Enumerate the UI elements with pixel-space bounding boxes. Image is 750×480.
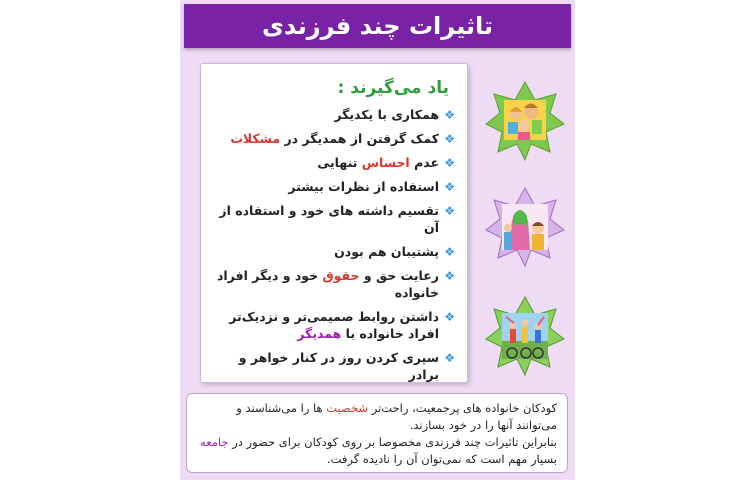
highlight-word: مشکلات: [230, 131, 281, 146]
list-item: ❖ رعایت حق و حقوق خود و دیگر افراد خانواده: [216, 268, 455, 300]
diamond-bullet-icon: ❖: [444, 108, 455, 122]
list-item: ❖ کمک گرفتن از همدیگر در مشکلات: [230, 131, 455, 146]
list-item: ❖ همکاری با یکدیگر: [334, 107, 455, 122]
diamond-bullet-icon: ❖: [444, 310, 455, 324]
page-title: [184, 4, 571, 48]
page-title-text: تاثیرات چند فرزندی: [261, 12, 494, 40]
learn-card: [200, 63, 468, 383]
diamond-bullet-icon: ❖: [444, 245, 455, 259]
list-item: ❖ سپری کردن روز در کنار خواهر و برادر: [238, 350, 455, 382]
diamond-bullet-icon: ❖: [444, 156, 455, 170]
diamond-bullet-icon: ❖: [444, 351, 455, 365]
diamond-bullet-icon: ❖: [444, 132, 455, 146]
card-title: یاد می‌گیرند :: [337, 78, 449, 98]
highlight-word: شخصیت: [326, 401, 369, 415]
learn-list: [209, 106, 455, 383]
list-item: ❖ داشتن روابط صمیمی‌تر و نزدیک‌تر افراد خانواده با همدیگر: [229, 309, 455, 341]
list-item: ❖ استفاده از نظرات بیشتر: [288, 179, 455, 194]
family-photo-icon: [484, 80, 566, 162]
list-item: ❖ عدم احساس تنهایی: [317, 155, 455, 170]
note-paragraph-2: بنابراین تاثیرات چند فرزندی مخصوصا بر روی کودکان برای حضور در جامعه بسیار مهم است که نمی‌توان آن را نادیده گرفت.: [200, 435, 557, 466]
highlight-word: حقوق: [322, 268, 360, 283]
highlight-word: جامعه: [200, 435, 229, 449]
list-item: ❖ تقسیم داشته های خود و استفاده از آن: [219, 203, 455, 235]
note-box: [186, 393, 568, 473]
list-item: ❖ پشتیبان هم بودن: [334, 244, 455, 259]
kids-cycling-icon: [484, 295, 566, 377]
highlight-word: همدیگر: [297, 326, 342, 341]
diamond-bullet-icon: ❖: [444, 269, 455, 283]
diamond-bullet-icon: ❖: [444, 180, 455, 194]
cartoon-family-icon: [484, 186, 566, 268]
diamond-bullet-icon: ❖: [444, 204, 455, 218]
highlight-word: احساس: [361, 155, 410, 170]
note-paragraph-1: کودکان خانواده های پرجمعیت، راحت‌تر شخصیت ها را می‌شناسند و می‌توانند آنها را در خود بسازند.: [236, 401, 557, 432]
